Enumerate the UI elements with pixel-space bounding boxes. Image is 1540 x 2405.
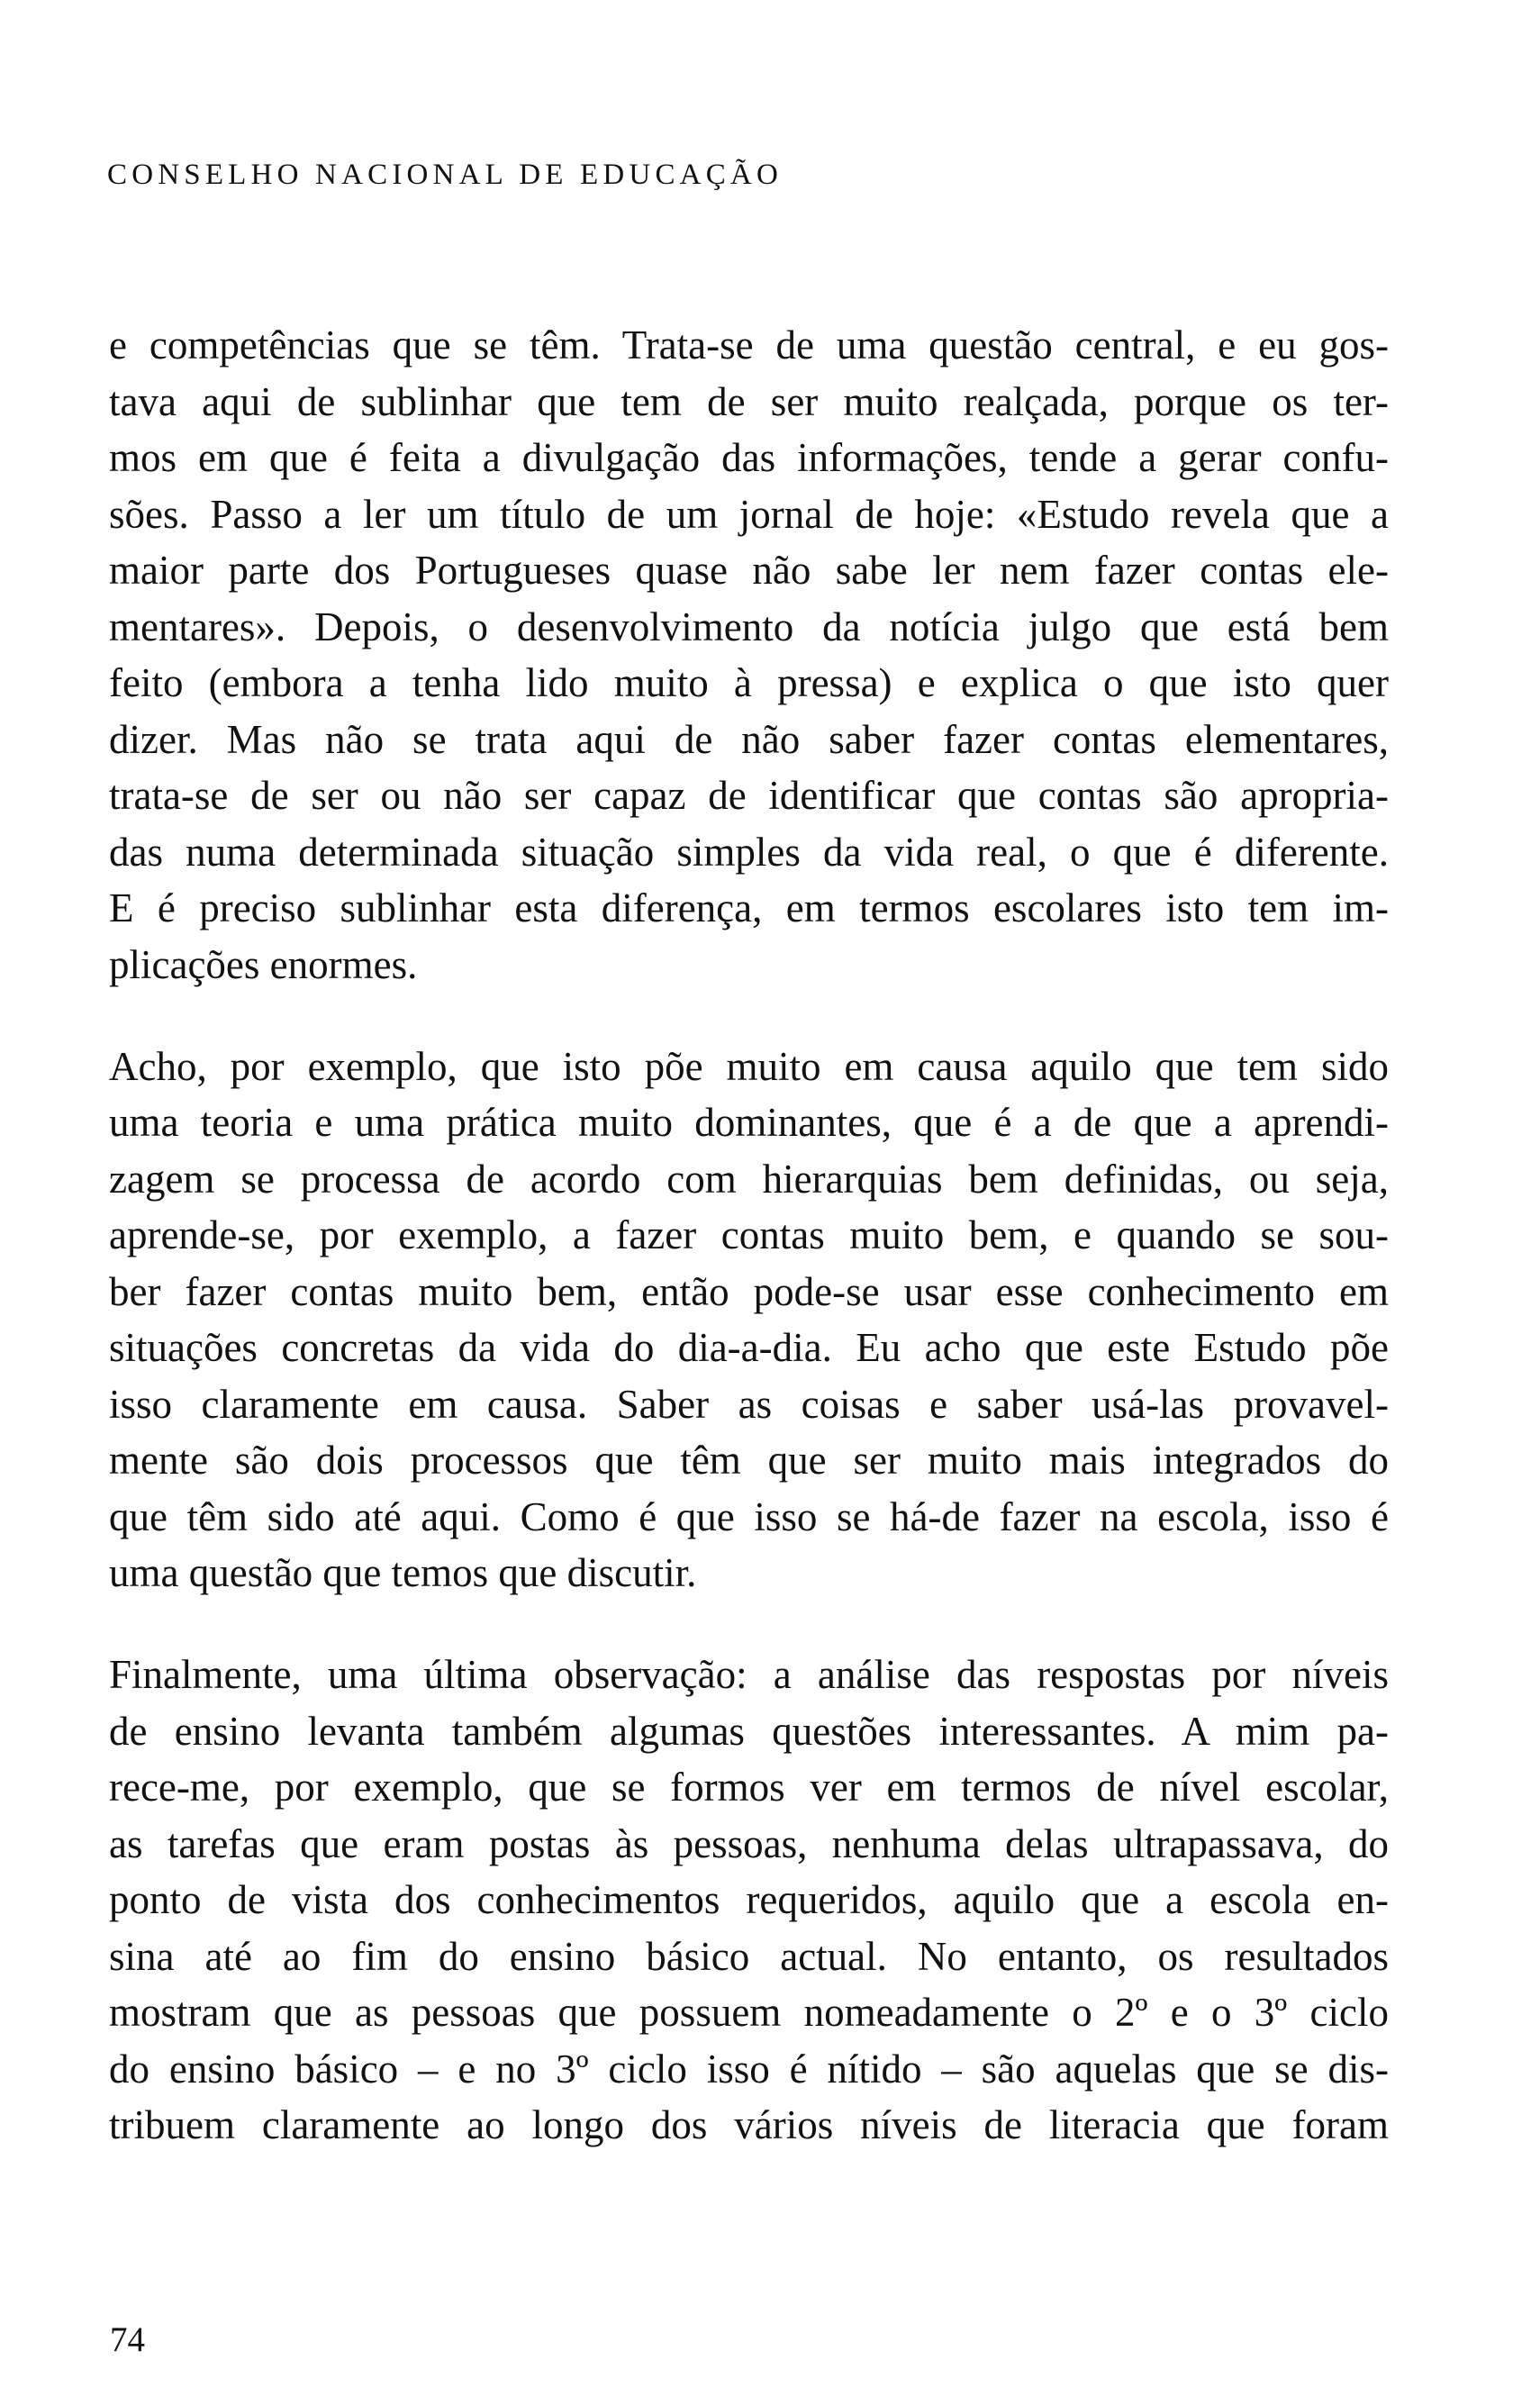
text-line: ber fazer contas muito bem, então pode-se usar esse conhecimento em <box>109 1268 1389 1314</box>
text-line: isso claramente em causa. Saber as coisas e saber usá-las provavel- <box>109 1381 1389 1427</box>
text-line: mente são dois processos que têm que ser muito mais integrados do <box>109 1438 1389 1483</box>
text-line: uma teoria e uma prática muito dominantes, que é a de que a aprendi- <box>109 1100 1389 1145</box>
text-line: dizer. Mas não se trata aqui de não saber fazer contas elementares, <box>109 716 1389 762</box>
text-line: maior parte dos Portugueses quase não sabe ler nem fazer contas ele- <box>109 548 1389 593</box>
text-line: Finalmente, uma última observação: a análise das respostas por níveis <box>109 1652 1389 1697</box>
paragraph-3 <box>109 1647 1389 2154</box>
text-line: plicações enormes. <box>109 941 418 987</box>
text-line: Acho, por exemplo, que isto põe muito em causa aquilo que tem sido <box>109 1043 1389 1089</box>
text-line: uma questão que temos que discutir. <box>109 1550 697 1595</box>
text-line: mentares». Depois, o desenvolvimento da notícia julgo que está bem <box>109 604 1389 649</box>
running-header: CONSELHO NACIONAL DE EDUCAÇÃO <box>107 159 783 191</box>
page-number: 74 <box>110 2320 145 2359</box>
paragraph-1 <box>109 317 1389 993</box>
text-line: ponto de vista dos conhecimentos requeridos, aquilo que a escola en- <box>109 1877 1389 1922</box>
text-line: feito (embora a tenha lido muito à pressa) e explica o que isto quer <box>109 660 1389 705</box>
text-line: as tarefas que eram postas às pessoas, nenhuma delas ultrapassava, do <box>109 1820 1389 1866</box>
text-line: tribuem claramente ao longo dos vários níveis de literacia que foram <box>109 2102 1389 2147</box>
text-line: sina até ao fim do ensino básico actual. No entanto, os resultados <box>109 1933 1389 1979</box>
text-line: situações concretas da vida do dia-a-dia. Eu acho que este Estudo põe <box>109 1325 1389 1370</box>
text-line: mos em que é feita a divulgação das informações, tende a gerar confu- <box>109 435 1389 480</box>
text-line: zagem se processa de acordo com hierarquias bem definidas, ou seja, <box>109 1156 1389 1202</box>
text-line: e competências que se têm. Trata-se de uma questão central, e eu gos- <box>109 322 1389 368</box>
paragraph-2 <box>109 1039 1389 1602</box>
text-line: E é preciso sublinhar esta diferença, em termos escolares isto tem im- <box>109 885 1389 930</box>
text-line: aprende-se, por exemplo, a fazer contas muito bem, e quando se sou- <box>109 1212 1389 1257</box>
text-line: tava aqui de sublinhar que tem de ser muito realçada, porque os ter- <box>109 378 1389 424</box>
text-line: das numa determinada situação simples da vida real, o que é diferente. <box>109 829 1389 875</box>
text-line: mostram que as pessoas que possuem nomeadamente o 2º e o 3º ciclo <box>109 1990 1389 2035</box>
text-line: do ensino básico – e no 3º ciclo isso é nítido – são aquelas que se dis- <box>109 2046 1389 2092</box>
text-line: que têm sido até aqui. Como é que isso se há-de fazer na escola, isso é <box>109 1493 1389 1539</box>
text-line: trata-se de ser ou não ser capaz de identificar que contas são apropria- <box>109 773 1389 818</box>
body-text <box>109 317 1389 2154</box>
text-line: de ensino levanta também algumas questões interessantes. A mim pa- <box>109 1708 1389 1754</box>
text-line: sões. Passo a ler um título de um jornal de hoje: «Estudo revela que a <box>109 491 1389 537</box>
text-line: rece-me, por exemplo, que se formos ver em termos de nível escolar, <box>109 1765 1389 1810</box>
